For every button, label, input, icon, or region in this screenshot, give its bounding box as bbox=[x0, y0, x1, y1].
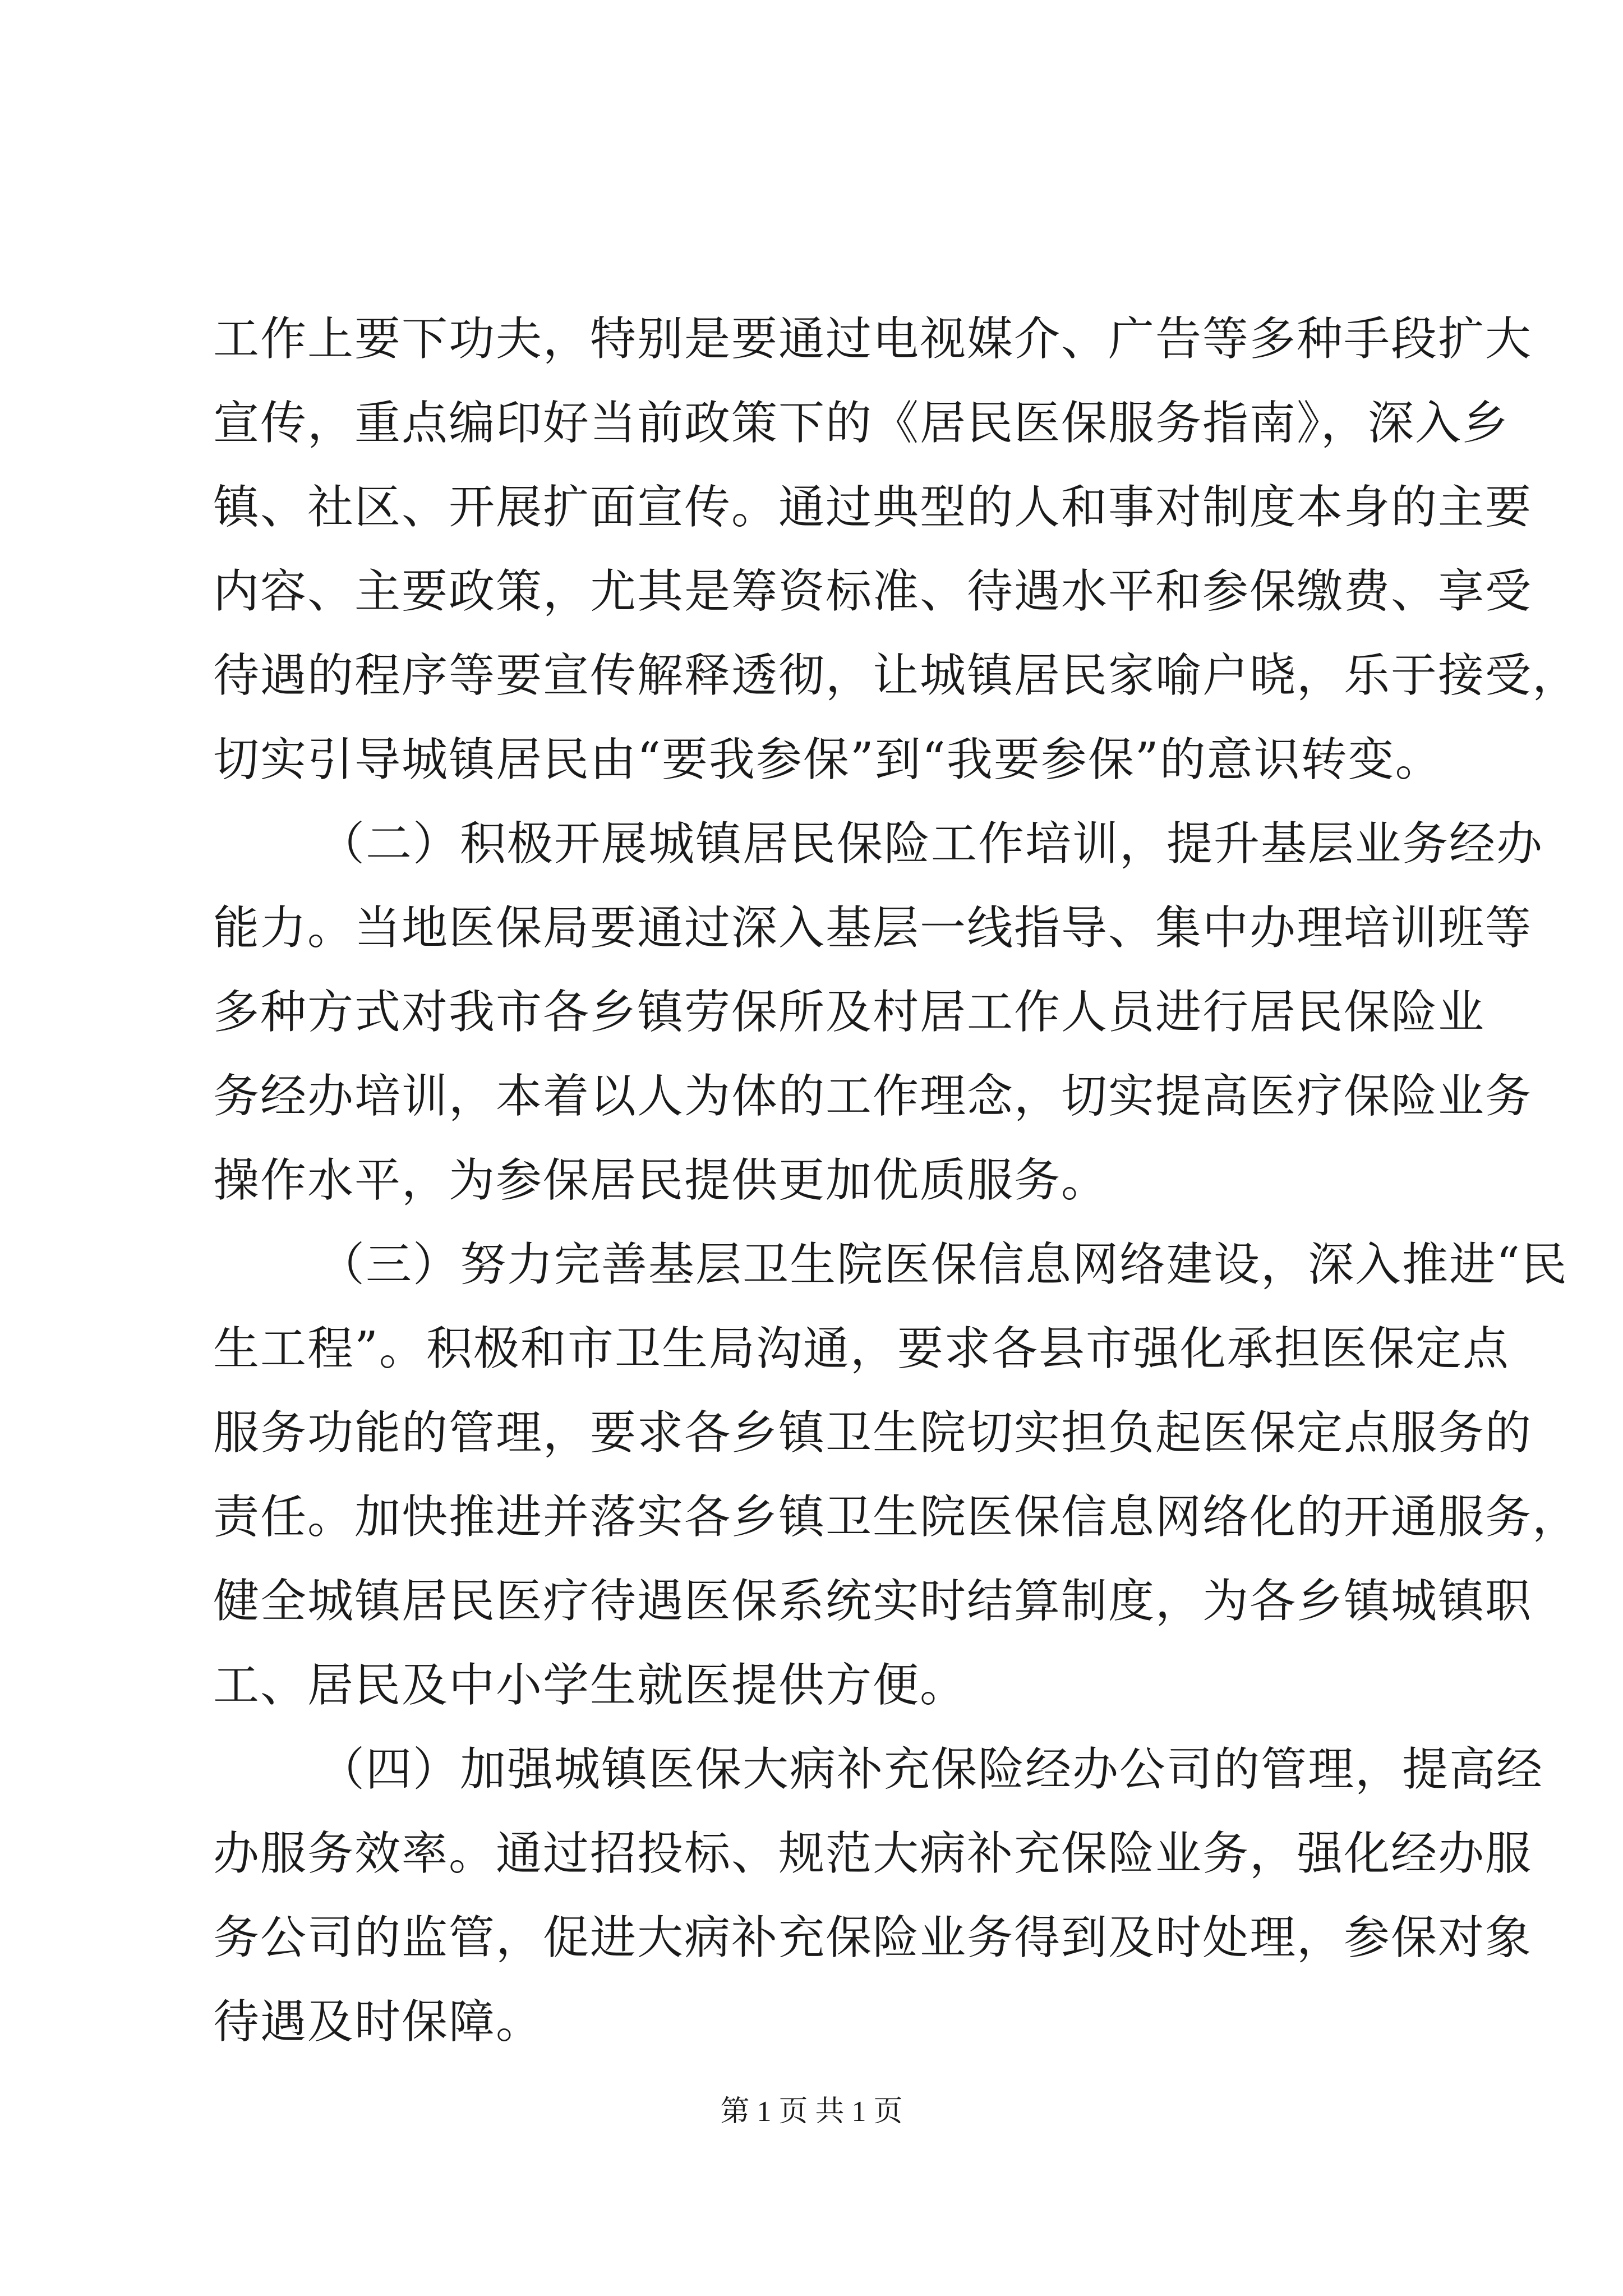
text-line: 操作水平，为参保居民提供更加优质服务。 bbox=[213, 1154, 1109, 1207]
text-line: 镇、社区、开展扩面宣传。通过典型的人和事对制度本身的主要 bbox=[213, 481, 1533, 534]
text-line: 多种方式对我市各乡镇劳保所及村居工作人员进行居民保险业 bbox=[213, 986, 1486, 1039]
text-line: 能力。当地医保局要通过深入基层一线指导、集中办理培训班等 bbox=[213, 901, 1533, 955]
text-line: （二）积极开展城镇居民保险工作培训，提升基层业务经办 bbox=[319, 817, 1544, 871]
text-line: 生工程”。积极和市卫生局沟通，要求各县市强化承担医保定点 bbox=[213, 1322, 1510, 1375]
paragraph-4 bbox=[213, 1728, 1544, 2064]
text-line: 务公司的监管，促进大病补充保险业务得到及时处理，参保对象 bbox=[213, 1911, 1533, 1964]
text-line: 责任。加快推进并落实各乡镇卫生院医保信息网络化的开通服务， bbox=[213, 1490, 1580, 1544]
text-line: 宣传，重点编印好当前政策下的《居民医保服务指南》，深入乡 bbox=[213, 397, 1510, 450]
text-line: 工、居民及中小学生就医提供方便。 bbox=[213, 1659, 967, 1712]
document-body bbox=[213, 297, 1580, 2064]
text-line: （四）加强城镇医保大病补充保险经办公司的管理，提高经 bbox=[319, 1743, 1544, 1796]
text-line: 待遇及时保障。 bbox=[213, 1995, 543, 2049]
text-line: 切实引导城镇居民由“要我参保”到“我要参保”的意识转变。 bbox=[213, 733, 1442, 786]
page-number-footer: 第 1 页 共 1 页 bbox=[720, 2096, 903, 2128]
text-line: （三）努力完善基层卫生院医保信息网络建设，深入推进“民 bbox=[319, 1238, 1568, 1291]
text-line: 工作上要下功夫，特别是要通过电视媒介、广告等多种手段扩大 bbox=[213, 312, 1533, 366]
text-line: 务经办培训，本着以人为体的工作理念，切实提高医疗保险业务 bbox=[213, 1070, 1533, 1123]
paragraph-2 bbox=[213, 802, 1544, 1223]
text-line: 服务功能的管理，要求各乡镇卫生院切实担负起医保定点服务的 bbox=[213, 1406, 1533, 1460]
text-line: 内容、主要政策，尤其是筹资标准、待遇水平和参保缴费、享受 bbox=[213, 565, 1533, 618]
text-line: 办服务效率。通过招投标、规范大病补充保险业务，强化经办服 bbox=[213, 1827, 1533, 1880]
paragraph-3 bbox=[213, 1223, 1580, 1728]
paragraph-1 bbox=[213, 297, 1580, 802]
text-line: 健全城镇居民医疗待遇医保系统实时结算制度，为各乡镇城镇职 bbox=[213, 1575, 1533, 1628]
text-line: 待遇的程序等要宣传解释透彻，让城镇居民家喻户晓，乐于接受， bbox=[213, 649, 1580, 702]
